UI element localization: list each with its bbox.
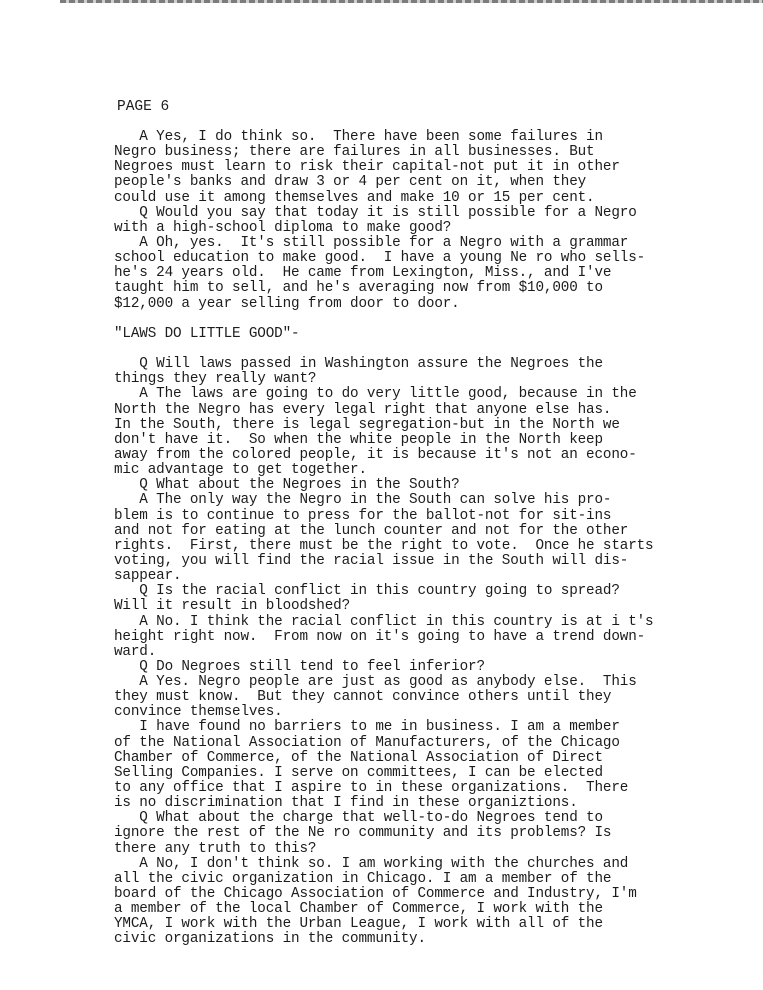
text-line: and not for eating at the lunch counter and not for the other [114, 522, 629, 539]
text-line: $12,000 a year selling from door to door. [114, 295, 460, 312]
text-line: A No. I think the racial conflict in this country is at i t's [114, 613, 654, 630]
text-line: could use it among themselves and make 10 or 15 per cent. [114, 189, 595, 206]
text-line: things they really want? [114, 371, 317, 388]
text-line: Selling Companies. I serve on committees, I can be elected [114, 764, 603, 781]
scan-top-edge [60, 0, 763, 3]
text-line: blem is to continue to press for the ballot-not for sit-ins [114, 507, 612, 524]
text-line: A No, I don't think so. I am working with the churches and [114, 855, 629, 872]
text-line: away from the colored people, it is because it's not an econo- [114, 446, 637, 463]
text-line: is no discrimination that I find in these organiztions. [114, 795, 578, 812]
text-line: voting, you will find the racial issue in the South will dis- [114, 552, 629, 569]
text-line: rights. First, there must be the right to vote. Once he starts [114, 537, 654, 554]
text-line: Negro business; there are failures in all businesses. But [114, 144, 595, 161]
section-heading: "LAWS DO LITTLE GOOD"- [114, 325, 300, 342]
text-line: school education to make good. I have a young Ne ro who sells- [114, 250, 646, 267]
text-line: Q Would you say that today it is still possible for a Negro [114, 204, 637, 221]
text-line: a member of the local Chamber of Commerce, I work with the [114, 901, 603, 918]
text-line: Chamber of Commerce, of the National Association of Direct [114, 749, 603, 766]
text-line: there any truth to this? [114, 840, 317, 857]
document-body [114, 130, 754, 948]
text-line: YMCA, I work with the Urban League, I work with all of the [114, 916, 603, 933]
text-line: ignore the rest of the Ne ro community and its problems? Is [114, 825, 612, 842]
text-line: all the civic organization in Chicago. I am a member of the [114, 870, 612, 887]
text-line: height right now. From now on it's going to have a trend down- [114, 628, 646, 645]
text-line: A Oh, yes. It's still possible for a Negro with a grammar [114, 234, 629, 251]
text-line: to any office that I aspire to in these organizations. There [114, 780, 629, 797]
text-line: board of the Chicago Association of Commerce and Industry, I'm [114, 886, 637, 903]
text-line: Will it result in bloodshed? [114, 598, 351, 615]
text-line: Q What about the charge that well-to-do Negroes tend to [114, 810, 603, 827]
text-line: A The laws are going to do very little good, because in the [114, 386, 637, 403]
blank-line [114, 312, 754, 327]
text-line: they must know. But they cannot convince others until they [114, 689, 612, 706]
text-line: Q What about the Negroes in the South? [114, 477, 460, 494]
text-line: I have found no barriers to me in business. I am a member [114, 719, 620, 736]
text-line: Q Is the racial conflict in this country going to spread? [114, 583, 620, 600]
page-number-label: PAGE 6 [117, 99, 170, 115]
text-line: people's banks and draw 3 or 4 per cent on it, when they [114, 174, 587, 191]
text-line: mic advantage to get together. [114, 462, 367, 479]
text-line: ward. [114, 643, 157, 660]
text-line: sappear. [114, 568, 182, 585]
text-line: In the South, there is legal segregation-but in the North we [114, 416, 620, 433]
text-line: taught him to sell, and he's averaging now from $10,000 to [114, 280, 603, 297]
text-line: don't have it. So when the white people in the North keep [114, 431, 603, 448]
text-line: A The only way the Negro in the South can solve his pro- [114, 492, 612, 509]
text-line: of the National Association of Manufacturers, of the Chicago [114, 734, 620, 751]
text-line: North the Negro has every legal right that anyone else has. [114, 401, 612, 418]
text-line: Negroes must learn to risk their capital-not put it in other [114, 159, 620, 176]
text-line: Q Do Negroes still tend to feel inferior? [114, 658, 485, 675]
text-line: he's 24 years old. He came from Lexington, Miss., and I've [114, 265, 612, 282]
blank-line [114, 342, 754, 357]
text-line: A Yes, I do think so. There have been some failures in [114, 129, 603, 145]
text-line: A Yes. Negro people are just as good as anybody else. This [114, 674, 637, 691]
text-line: convince themselves. [114, 704, 283, 721]
text-line: with a high-school diploma to make good? [114, 219, 452, 236]
text-line: civic organizations in the community. [114, 931, 426, 948]
text-line: Q Will laws passed in Washington assure the Negroes the [114, 356, 603, 373]
